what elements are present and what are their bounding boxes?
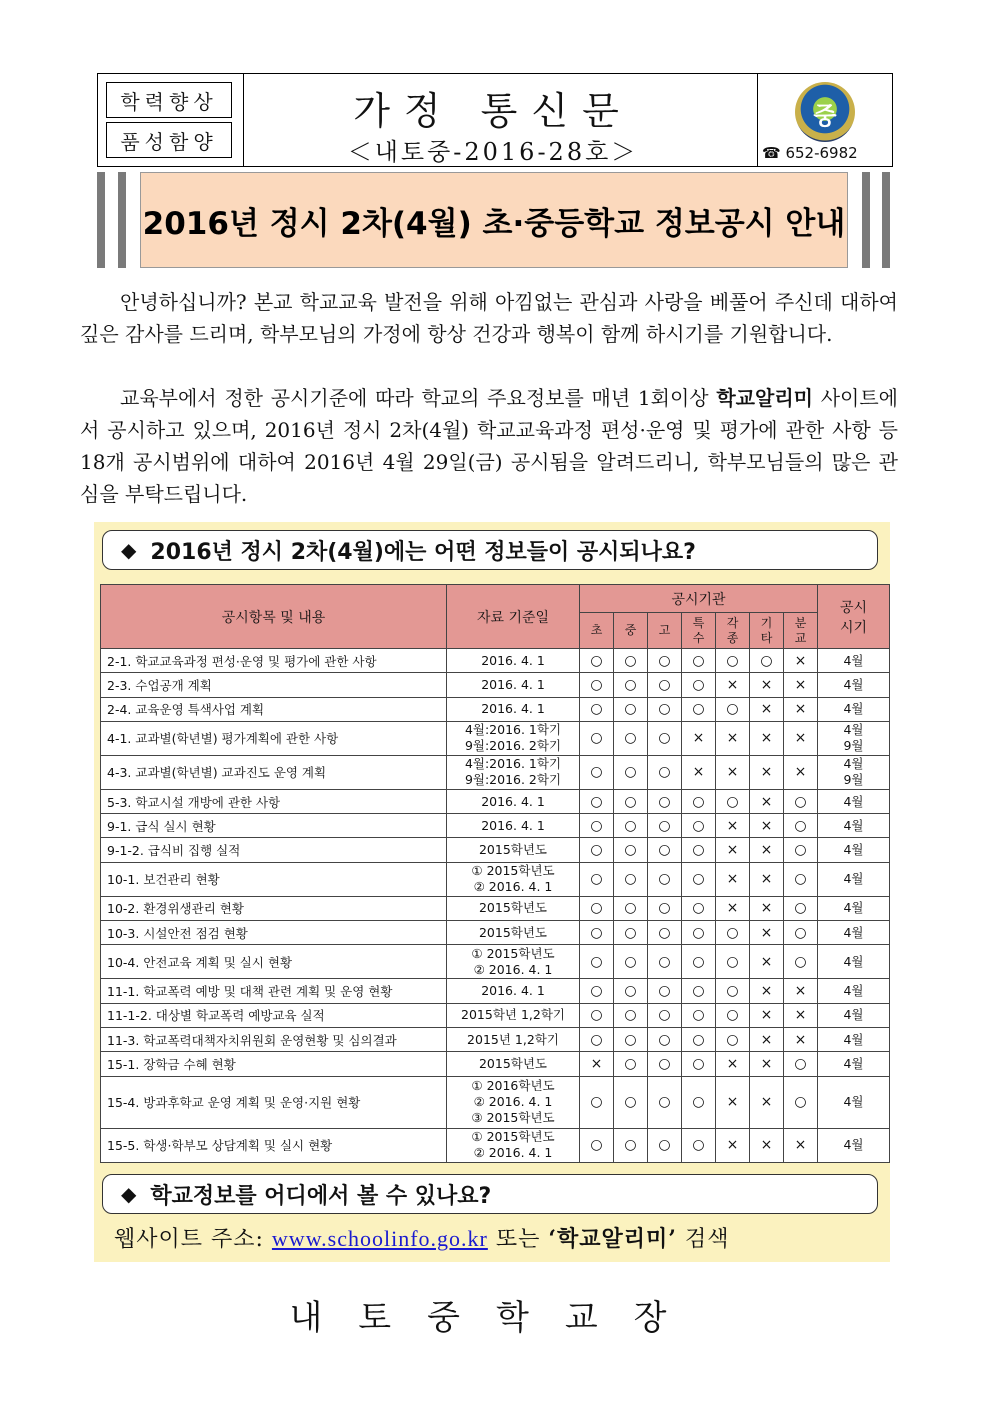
cell-mark: ○ xyxy=(716,1027,750,1051)
cell-base: 2015년 1,2학기 xyxy=(447,1027,580,1051)
cell-mark: × xyxy=(682,755,716,789)
cell-mark: × xyxy=(784,755,818,789)
cell-mark: ○ xyxy=(682,673,716,697)
issue-number: ＜내토중-2016-28호＞ xyxy=(347,138,639,166)
cell-mark: ○ xyxy=(648,838,682,862)
table-row xyxy=(101,979,890,1003)
cell-mark: ○ xyxy=(648,921,682,945)
cell-base: 4월:2016. 1학기 9월:2016. 2학기 xyxy=(447,721,580,755)
notice-paragraph: 교육부에서 정한 공시기준에 따라 학교의 주요정보를 매년 1회이상 학교알리미 사이트에서 공시하고 있으며, 2016년 정시 2차(4월) 학교교육과정 편성·운영 및 평가에 관한 사항 등 18개 공시범위에 대하여 2016년 4월 29일(금) 공시됨을 알려드리니, 학부모님들의 많은 관심을 부탁드립니다. xyxy=(80,386,898,506)
cell-mark: ○ xyxy=(716,697,750,721)
cell-time: 4월 xyxy=(818,979,890,1003)
cell-mark: × xyxy=(750,1027,784,1051)
cell-mark: ○ xyxy=(648,755,682,789)
cell-mark: ○ xyxy=(648,649,682,673)
cell-mark: ○ xyxy=(614,1052,648,1076)
cell-time: 4월 xyxy=(818,789,890,813)
cell-mark: × xyxy=(750,896,784,920)
cell-mark: ○ xyxy=(614,789,648,813)
cell-mark: × xyxy=(750,1128,784,1162)
cell-mark: ○ xyxy=(716,921,750,945)
table-row xyxy=(101,789,890,813)
cell-base: 2015학년 1,2학기 xyxy=(447,1003,580,1027)
cell-time: 4월 xyxy=(818,1128,890,1162)
cell-mark: ○ xyxy=(580,755,614,789)
cell-base: ① 2016학년도 ② 2016. 4. 1 ③ 2015학년도 xyxy=(447,1076,580,1128)
diamond-icon: ◆ xyxy=(121,538,137,562)
cell-mark: ○ xyxy=(648,1027,682,1051)
table-row xyxy=(101,1027,890,1051)
cell-mark: ○ xyxy=(580,1003,614,1027)
section-heading-1: ◆ 2016년 정시 2차(4월)에는 어떤 정보들이 공시되나요? xyxy=(102,530,878,570)
cell-mark: ○ xyxy=(648,979,682,1003)
table-row xyxy=(101,921,890,945)
cell-item: 4-3. 교과별(학년별) 교과진도 운영 계획 xyxy=(101,755,447,789)
cell-mark: ○ xyxy=(614,721,648,755)
table-row xyxy=(101,673,890,697)
phone-number: ☎ 652-6982 xyxy=(762,144,858,162)
motto-1: 학력향상 xyxy=(106,82,232,118)
th-org-0: 초 xyxy=(580,613,614,649)
cell-mark: × xyxy=(750,979,784,1003)
th-item: 공시항목 및 내용 xyxy=(101,585,447,649)
cell-mark: ○ xyxy=(784,814,818,838)
cell-base: 2016. 4. 1 xyxy=(447,673,580,697)
cell-base: 2016. 4. 1 xyxy=(447,789,580,813)
cell-mark: ○ xyxy=(682,1027,716,1051)
cell-time: 4월 9월 xyxy=(818,721,890,755)
cell-mark: ○ xyxy=(648,1128,682,1162)
cell-time: 4월 xyxy=(818,814,890,838)
cell-mark: × xyxy=(750,945,784,979)
cell-mark: ○ xyxy=(716,979,750,1003)
cell-mark: × xyxy=(750,673,784,697)
cell-mark: ○ xyxy=(682,921,716,945)
cell-mark: ○ xyxy=(682,814,716,838)
th-org-2: 고 xyxy=(648,613,682,649)
cell-mark: ○ xyxy=(580,862,614,896)
cell-mark: ○ xyxy=(784,789,818,813)
cell-mark: × xyxy=(716,755,750,789)
cell-base: ① 2015학년도 ② 2016. 4. 1 xyxy=(447,862,580,896)
cell-time: 4월 xyxy=(818,1076,890,1128)
cell-mark: × xyxy=(750,921,784,945)
cell-base: 2016. 4. 1 xyxy=(447,814,580,838)
cell-mark: × xyxy=(716,673,750,697)
table-row xyxy=(101,755,890,789)
cell-mark: × xyxy=(750,838,784,862)
table-row xyxy=(101,721,890,755)
table-row xyxy=(101,1076,890,1128)
cell-mark: ○ xyxy=(648,697,682,721)
cell-base: 2015학년도 xyxy=(447,838,580,862)
cell-mark: × xyxy=(784,649,818,673)
th-org-1: 중 xyxy=(614,613,648,649)
cell-item: 10-4. 안전교육 계획 및 실시 현황 xyxy=(101,945,447,979)
cell-mark: ○ xyxy=(784,896,818,920)
cell-mark: ○ xyxy=(682,945,716,979)
signature: 내토중학교장 xyxy=(289,1298,703,1338)
cell-item: 2-4. 교육운영 특색사업 계획 xyxy=(101,697,447,721)
cell-base: ① 2015학년도 ② 2016. 4. 1 xyxy=(447,945,580,979)
cell-base: 4월:2016. 1학기 9월:2016. 2학기 xyxy=(447,755,580,789)
cell-mark: × xyxy=(682,721,716,755)
cell-base: 2016. 4. 1 xyxy=(447,649,580,673)
cell-item: 11-3. 학교폭력대책자치위원회 운영현황 및 심의결과 xyxy=(101,1027,447,1051)
cell-mark: ○ xyxy=(580,1128,614,1162)
cell-mark: ○ xyxy=(784,838,818,862)
cell-mark: × xyxy=(750,789,784,813)
cell-mark: ○ xyxy=(614,1027,648,1051)
cell-mark: × xyxy=(750,862,784,896)
schoolinfo-name: 학교알리미 xyxy=(716,386,813,410)
cell-mark: ○ xyxy=(716,789,750,813)
motto-box xyxy=(106,82,234,158)
cell-mark: × xyxy=(784,697,818,721)
cell-mark: ○ xyxy=(648,945,682,979)
cell-base: 2016. 4. 1 xyxy=(447,697,580,721)
cell-item: 10-2. 환경위생관리 현황 xyxy=(101,896,447,920)
cell-mark: ○ xyxy=(614,979,648,1003)
cell-mark: ○ xyxy=(784,862,818,896)
cell-mark: ○ xyxy=(614,921,648,945)
cell-mark: ○ xyxy=(580,896,614,920)
cell-mark: ○ xyxy=(648,1076,682,1128)
cell-time: 4월 xyxy=(818,1052,890,1076)
cell-item: 10-3. 시설안전 점검 현황 xyxy=(101,921,447,945)
cell-mark: ○ xyxy=(682,649,716,673)
search-term: ‘학교알리미’ xyxy=(548,1226,677,1252)
cell-mark: × xyxy=(750,1052,784,1076)
cell-item: 9-1. 급식 실시 현황 xyxy=(101,814,447,838)
cell-mark: ○ xyxy=(682,896,716,920)
cell-base: 2016. 4. 1 xyxy=(447,979,580,1003)
cell-mark: × xyxy=(784,1003,818,1027)
cell-item: 9-1-2. 급식비 집행 실적 xyxy=(101,838,447,862)
cell-mark: ○ xyxy=(614,814,648,838)
cell-time: 4월 xyxy=(818,838,890,862)
cell-mark: × xyxy=(750,1003,784,1027)
cell-mark: ○ xyxy=(580,1076,614,1128)
cell-mark: × xyxy=(784,1128,818,1162)
cell-mark: ○ xyxy=(682,1076,716,1128)
cell-mark: ○ xyxy=(580,1027,614,1051)
table-row xyxy=(101,649,890,673)
cell-mark: ○ xyxy=(682,789,716,813)
cell-mark: × xyxy=(750,1076,784,1128)
cell-time: 4월 xyxy=(818,945,890,979)
cell-mark: ○ xyxy=(784,1052,818,1076)
th-org: 공시기관 xyxy=(580,585,818,613)
cell-mark: ○ xyxy=(648,862,682,896)
table-row xyxy=(101,814,890,838)
cell-mark: ○ xyxy=(784,1076,818,1128)
cell-mark: ○ xyxy=(614,1003,648,1027)
cell-mark: ○ xyxy=(716,1003,750,1027)
cell-mark: ○ xyxy=(580,838,614,862)
cell-mark: ○ xyxy=(784,945,818,979)
cell-mark: ○ xyxy=(614,1128,648,1162)
cell-mark: ○ xyxy=(648,1003,682,1027)
motto-2: 품성함양 xyxy=(106,122,232,158)
cell-time: 4월 xyxy=(818,649,890,673)
cell-mark: × xyxy=(716,1052,750,1076)
cell-mark: ○ xyxy=(614,755,648,789)
cell-mark: ○ xyxy=(682,862,716,896)
th-org-6: 분 교 xyxy=(784,613,818,649)
cell-time: 4월 xyxy=(818,862,890,896)
cell-time: 4월 xyxy=(818,921,890,945)
table-row xyxy=(101,697,890,721)
cell-mark: ○ xyxy=(682,697,716,721)
cell-mark: × xyxy=(784,721,818,755)
cell-mark: ○ xyxy=(716,945,750,979)
cell-time: 4월 xyxy=(818,697,890,721)
cell-item: 15-4. 방과후학교 운영 계획 및 운영·지원 현황 xyxy=(101,1076,447,1128)
cell-mark: ○ xyxy=(682,979,716,1003)
cell-mark: ○ xyxy=(682,1052,716,1076)
cell-mark: ○ xyxy=(614,862,648,896)
cell-mark: ○ xyxy=(682,838,716,862)
website-link[interactable]: www.schoolinfo.go.kr xyxy=(271,1226,488,1251)
table-row xyxy=(101,838,890,862)
cell-mark: ○ xyxy=(580,649,614,673)
cell-mark: × xyxy=(716,721,750,755)
cell-item: 15-5. 학생·학부모 상담계획 및 실시 현황 xyxy=(101,1128,447,1162)
cell-item: 2-1. 학교교육과정 편성·운영 및 평가에 관한 사항 xyxy=(101,649,447,673)
cell-base: ① 2015학년도 ② 2016. 4. 1 xyxy=(447,1128,580,1162)
cell-mark: ○ xyxy=(580,945,614,979)
th-org-5: 기 타 xyxy=(750,613,784,649)
doc-title: 가정 통신문 xyxy=(353,89,633,133)
cell-mark: ○ xyxy=(682,1003,716,1027)
cell-mark: × xyxy=(750,721,784,755)
intro-paragraph: 안녕하십니까? 본교 학교교육 발전을 위해 아낌없는 관심과 사랑을 베풀어 주신데 대하여 깊은 감사를 드리며, 학부모님의 가정에 항상 건강과 행복이 함께 하시기를 기원합니다. xyxy=(80,290,898,346)
cell-base: 2015학년도 xyxy=(447,1052,580,1076)
table-row xyxy=(101,862,890,896)
cell-item: 10-1. 보건관리 현황 xyxy=(101,862,447,896)
cell-mark: ○ xyxy=(614,649,648,673)
cell-time: 4월 xyxy=(818,1003,890,1027)
cell-mark: × xyxy=(580,1052,614,1076)
cell-mark: × xyxy=(716,896,750,920)
cell-mark: × xyxy=(784,1027,818,1051)
cell-mark: ○ xyxy=(648,814,682,838)
th-time: 공시 시기 xyxy=(818,585,890,649)
th-org-3: 특 수 xyxy=(682,613,716,649)
table-row xyxy=(101,945,890,979)
cell-mark: ○ xyxy=(648,721,682,755)
cell-base: 2015학년도 xyxy=(447,921,580,945)
cell-mark: ○ xyxy=(580,721,614,755)
disclosure-table xyxy=(100,584,890,1163)
cell-mark: ○ xyxy=(580,979,614,1003)
cell-item: 4-1. 교과별(학년별) 평가계획에 관한 사항 xyxy=(101,721,447,755)
th-base: 자료 기준일 xyxy=(447,585,580,649)
th-org-4: 각 종 xyxy=(716,613,750,649)
cell-item: 15-1. 장학금 수혜 현황 xyxy=(101,1052,447,1076)
cell-mark: ○ xyxy=(648,673,682,697)
cell-item: 2-3. 수업공개 계획 xyxy=(101,673,447,697)
table-row xyxy=(101,1128,890,1162)
cell-mark: × xyxy=(716,1076,750,1128)
school-logo-icon xyxy=(795,82,855,142)
cell-mark: ○ xyxy=(614,697,648,721)
cell-mark: ○ xyxy=(648,1052,682,1076)
cell-item: 11-1. 학교폭력 예방 및 대책 관련 계획 및 운영 현황 xyxy=(101,979,447,1003)
cell-mark: ○ xyxy=(580,921,614,945)
cell-mark: ○ xyxy=(580,697,614,721)
cell-mark: × xyxy=(716,838,750,862)
cell-mark: × xyxy=(716,814,750,838)
website-line: 웹사이트 주소: www.schoolinfo.go.kr 또는 ‘학교알리미’ 검색 xyxy=(114,1226,730,1252)
cell-mark: ○ xyxy=(648,789,682,813)
cell-mark: ○ xyxy=(614,945,648,979)
cell-mark: ○ xyxy=(614,838,648,862)
cell-item: 5-3. 학교시설 개방에 관한 사항 xyxy=(101,789,447,813)
cell-mark: ○ xyxy=(648,896,682,920)
cell-mark: × xyxy=(750,755,784,789)
cell-mark: ○ xyxy=(614,1076,648,1128)
info-section xyxy=(94,522,890,1262)
cell-time: 4월 xyxy=(818,1027,890,1051)
table-row xyxy=(101,1052,890,1076)
cell-item: 11-1-2. 대상별 학교폭력 예방교육 실적 xyxy=(101,1003,447,1027)
cell-mark: ○ xyxy=(784,921,818,945)
table-row xyxy=(101,896,890,920)
cell-mark: ○ xyxy=(580,814,614,838)
cell-mark: × xyxy=(750,697,784,721)
cell-mark: ○ xyxy=(716,649,750,673)
cell-mark: ○ xyxy=(580,789,614,813)
cell-mark: ○ xyxy=(682,1128,716,1162)
cell-time: 4월 xyxy=(818,673,890,697)
banner-title: 2016년 정시 2차(4월) 초·중등학교 정보공시 안내 xyxy=(140,172,848,268)
cell-mark: × xyxy=(750,814,784,838)
cell-mark: ○ xyxy=(614,673,648,697)
cell-time: 4월 9월 xyxy=(818,755,890,789)
cell-mark: × xyxy=(784,979,818,1003)
logo-char: 중 xyxy=(813,102,837,130)
cell-mark: ○ xyxy=(580,673,614,697)
header-box xyxy=(97,73,893,167)
cell-mark: × xyxy=(784,673,818,697)
cell-mark: × xyxy=(716,1128,750,1162)
cell-base: 2015학년도 xyxy=(447,896,580,920)
table-row xyxy=(101,1003,890,1027)
cell-mark: ○ xyxy=(750,649,784,673)
cell-mark: × xyxy=(716,862,750,896)
cell-mark: ○ xyxy=(614,896,648,920)
diamond-icon: ◆ xyxy=(121,1182,137,1206)
cell-time: 4월 xyxy=(818,896,890,920)
section-heading-2: ◆ 학교정보를 어디에서 볼 수 있나요? xyxy=(102,1174,878,1214)
